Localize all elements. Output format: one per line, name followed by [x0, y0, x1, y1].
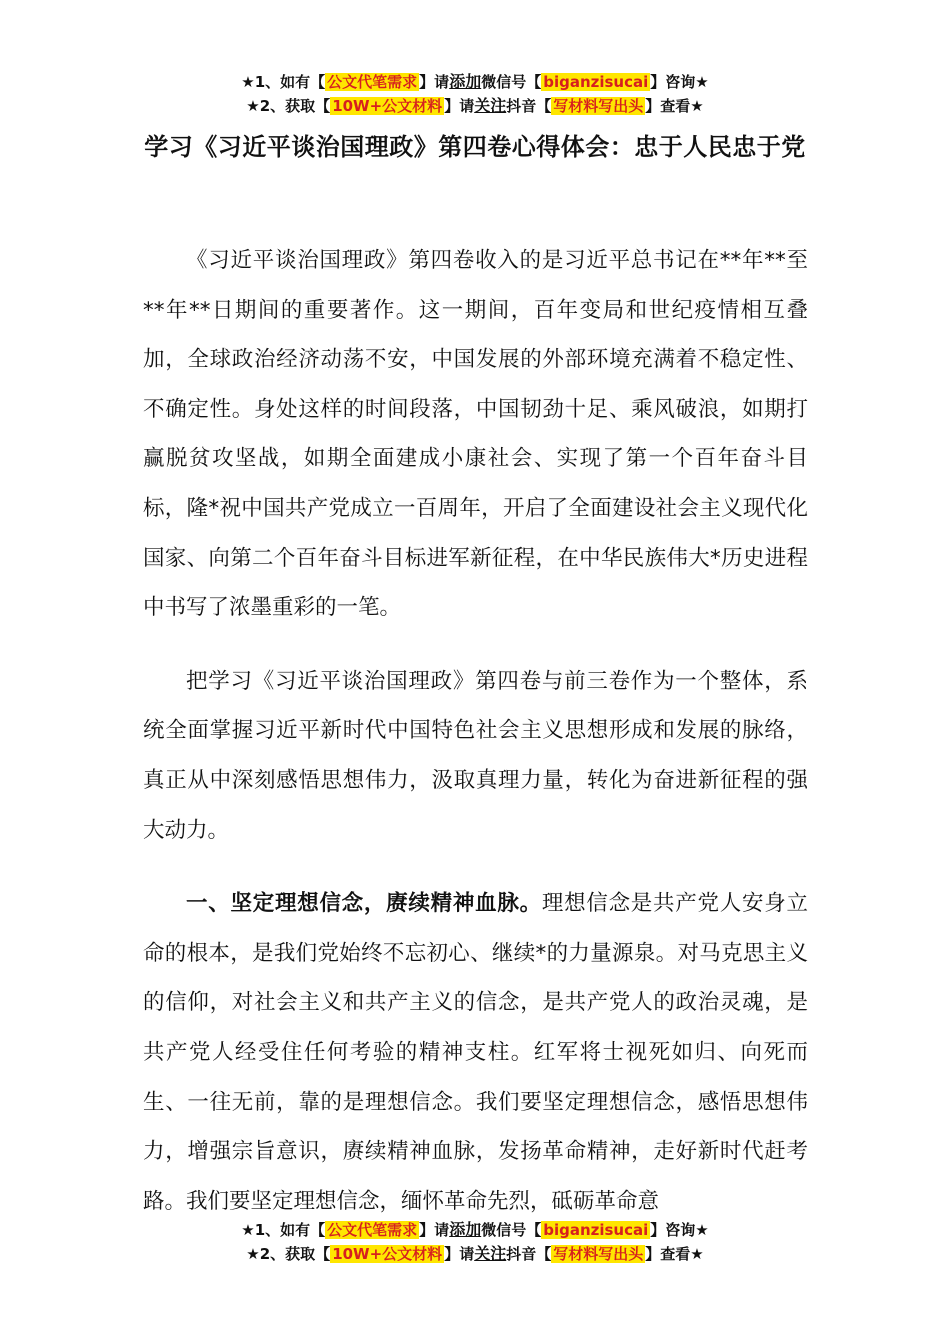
- promo-line-1: [0, 70, 950, 94]
- promo-underlined: 添加: [449, 72, 482, 91]
- promo-header: [0, 70, 950, 118]
- promo-highlight: biganzisucai: [543, 1221, 649, 1239]
- promo-text: 】咨询★: [650, 1221, 709, 1239]
- document-body: [143, 236, 808, 1250]
- promo-text: 】查看★: [645, 1245, 704, 1263]
- section-text: 理想信念是共产党人安身立命的根本，是我们党始终不忘初心、继续*的力量源泉。对马克思主义的信仰，对社会主义和共产主义的信念，是共产党人的政治灵魂，是共产党人经受住任何考验的精神支柱。红军将士视死如归、向死而生、一往无前，靠的是理想信念。我们要坚定理想信念，感悟思想伟力，增强宗旨意识，赓续精神血脉，发扬革命精神，走好新时代赶考路。我们要坚定理想信念，缅怀革命先烈，砥砺革命意: [143, 891, 808, 1214]
- promo-text: ★2、获取【: [246, 97, 331, 115]
- promo-highlight: 公文代笔需求: [327, 1221, 418, 1239]
- promo-text: 微信号【: [481, 1221, 542, 1239]
- promo-footer: [0, 1218, 950, 1266]
- promo-text: 】请: [419, 73, 450, 91]
- paragraph: 《习近平谈治国理政》第四卷收入的是习近平总书记在**年**至**年**日期间的重要著作。这一期间，百年变局和世纪疫情相互叠加，全球政治经济动荡不安，中国发展的外部环境充满着不稳定性、不确定性。身处这样的时间段落，中国韧劲十足、乘风破浪，如期打赢脱贫攻坚战，如期全面建成小康社会、实现了第一个百年奋斗目标，隆*祝中国共产党成立一百周年，开启了全面建设社会主义现代化国家、向第二个百年奋斗目标进军新征程，在中华民族伟大*历史进程中书写了浓墨重彩的一笔。: [143, 248, 808, 621]
- promo-highlight: 10W+公文材料: [332, 97, 443, 115]
- section-heading: 一、坚定理想信念，赓续精神血脉。: [186, 891, 542, 917]
- promo-line-2: [0, 94, 950, 118]
- promo-highlight: 10W+公文材料: [332, 1245, 443, 1263]
- promo-underlined: 关注: [474, 96, 507, 115]
- promo-underlined: 添加: [449, 1220, 482, 1239]
- section-paragraph: [143, 879, 808, 1226]
- promo-text: 】查看★: [645, 97, 704, 115]
- promo-highlight: 写材料写出头: [553, 1245, 644, 1263]
- promo-text: 微信号【: [481, 73, 542, 91]
- promo-text: 】咨询★: [650, 73, 709, 91]
- promo-text: ★2、获取【: [246, 1245, 331, 1263]
- document-title: 学习《习近平谈治国理政》第四卷心得体会：忠于人民忠于党: [144, 133, 806, 161]
- promo-text: 】请: [444, 97, 475, 115]
- promo-highlight: 公文代笔需求: [327, 73, 418, 91]
- promo-text: 】请: [444, 1245, 475, 1263]
- paragraph: 把学习《习近平谈治国理政》第四卷与前三卷作为一个整体，系统全面掌握习近平新时代中国特色社会主义思想形成和发展的脉络，真正从中深刻感悟思想伟力，汲取真理力量，转化为奋进新征程的强大动力。: [143, 668, 808, 843]
- promo-text: ★1、如有【: [241, 1221, 326, 1239]
- promo-underlined: 关注: [474, 1244, 507, 1263]
- promo-line-2: [0, 1242, 950, 1266]
- promo-text: ★1、如有【: [241, 73, 326, 91]
- promo-text: 】请: [419, 1221, 450, 1239]
- promo-line-1: [0, 1218, 950, 1242]
- promo-text: 抖音【: [506, 97, 552, 115]
- promo-text: 抖音【: [506, 1245, 552, 1263]
- promo-highlight: biganzisucai: [543, 73, 649, 91]
- promo-highlight: 写材料写出头: [553, 97, 644, 115]
